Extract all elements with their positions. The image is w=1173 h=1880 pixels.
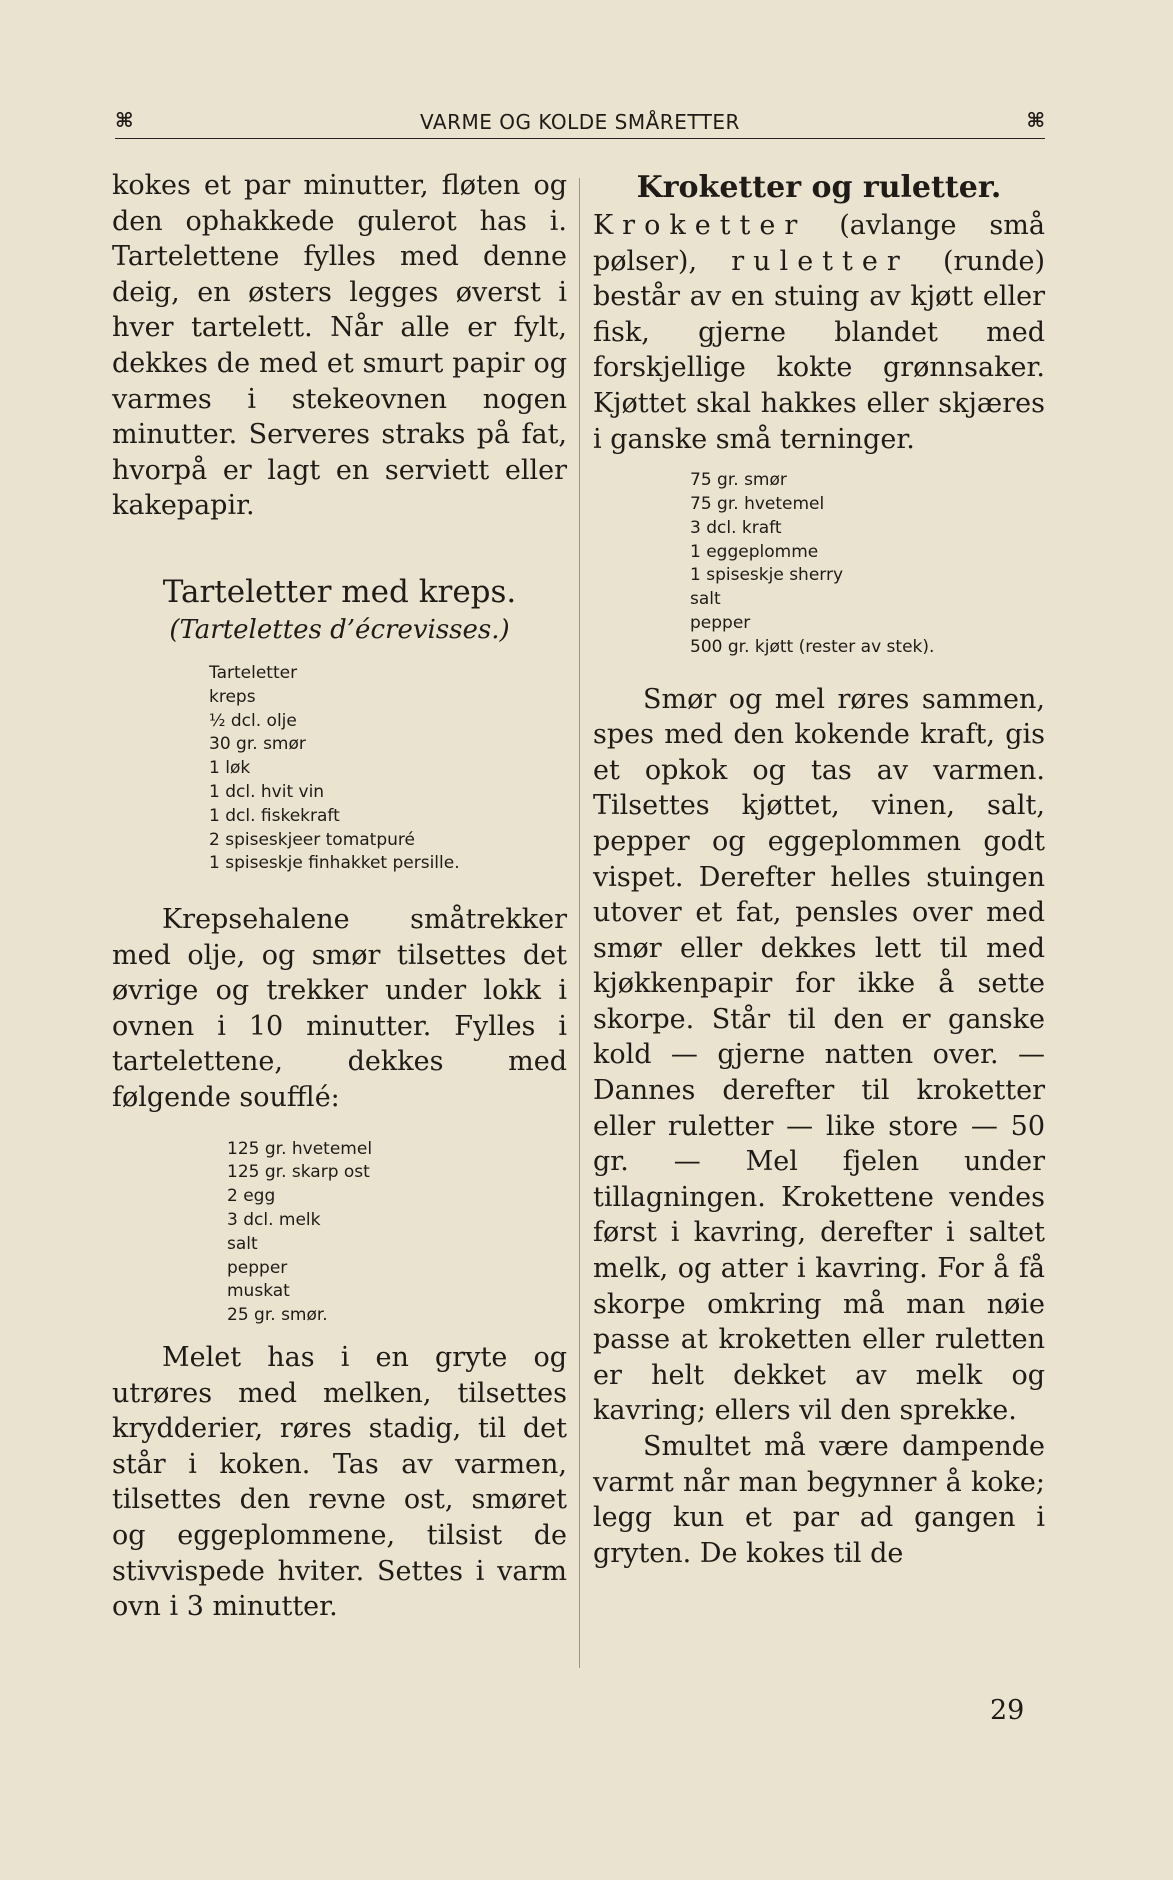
ingredient-item: 125 gr. skarp ost bbox=[227, 1162, 370, 1183]
intro-text: (avlange små pølser), bbox=[593, 210, 1045, 277]
term-kroketter: Kroketter bbox=[593, 210, 807, 241]
header-ornament-right: ⌘ bbox=[1026, 108, 1045, 132]
section-title: Kroketter og ruletter. bbox=[636, 170, 1002, 205]
method-paragraph: Smultet må være dampende varmt når man begynner å koke; legg kun et par ad gangen i gryten. De kokes til de bbox=[593, 1431, 1045, 1569]
ingredient-item: salt bbox=[227, 1233, 258, 1254]
ingredient-item: 1 eggeplomme bbox=[690, 541, 819, 562]
method-paragraph: Smør og mel røres sammen, spes med den kokende kraft, gis et opkok og tas av varmen. Tilsettes kjøttet, vinen, salt, pepper og eggeplommen godt vispet. Derefter helles stuingen utover et fat, pensles over med smør eller dekkes lett til med kjøkkenpapir for ikke å sette skorpe. Står til den er ganske kold — gjerne natten over. — Dannes derefter til kroketter eller ruletter — like store — 50 gr. — Mel fjelen under tillagningen. Krokettene vendes først i kavring, derefter i saltet melk, og atter i kavring. For å få skorpe omkring må man nøie passe at kroketten eller ruletten er helt dekket av melk og kavring; ellers vil den sprekke. bbox=[593, 683, 1045, 1427]
ingredient-item: 2 spiseskjeer tomatpuré bbox=[209, 829, 415, 850]
method-paragraph: Melet has i en gryte og utrøres med melken, tilsettes krydderier, røres stadig, til det står i koken. Tas av varmen, tilsettes den revne ost, smøret og eggeplommene, tilsist de stivvispede hviter. Settes i varm ovn i 3 minutter. bbox=[112, 1342, 567, 1623]
intro-paragraph bbox=[593, 208, 1045, 457]
right-column bbox=[593, 168, 1045, 1571]
term-ruletter: ruletter bbox=[731, 245, 909, 277]
ingredient-item: pepper bbox=[227, 1257, 288, 1278]
ingredient-item: 3 dcl. melk bbox=[227, 1210, 321, 1231]
ingredient-list bbox=[690, 469, 1045, 659]
column-divider bbox=[579, 178, 580, 1668]
recipe-title: Tarteletter med kreps. bbox=[162, 573, 517, 610]
souffle-ingredient-list bbox=[227, 1138, 567, 1328]
running-header bbox=[115, 104, 1045, 139]
ingredient-item: 125 gr. hvetemel bbox=[227, 1138, 373, 1159]
ingredient-item: 30 gr. smør bbox=[209, 734, 306, 755]
intro-paragraph: kokes et par minutter, fløten og den ophakkede gulerot has i. Tartelettene fylles med denne deig, en østers legges øverst i hver tartelett. Når alle er fylt, dekkes de med et smurt papir og varmes i stekeovnen nogen minutter. Serveres straks på fat, hvorpå er lagt en serviett eller kakepapir. bbox=[112, 170, 567, 522]
ingredient-item: 1 spiseskje sherry bbox=[690, 565, 844, 586]
recipe-subtitle: (Tartelettes d’écrevisses.) bbox=[169, 614, 510, 645]
ingredient-list bbox=[209, 662, 567, 876]
ingredient-item: 2 egg bbox=[227, 1186, 276, 1207]
ingredient-item: 25 gr. smør. bbox=[227, 1305, 328, 1326]
ingredient-item: ½ dcl. olje bbox=[209, 710, 297, 731]
header-title: VARME OG KOLDE SMÅRETTER bbox=[420, 110, 740, 134]
ingredient-item: Tarteletter bbox=[209, 662, 298, 683]
ingredient-item: muskat bbox=[227, 1281, 290, 1302]
ingredient-item: 75 gr. hvetemel bbox=[690, 493, 825, 514]
ingredient-item: 1 løk bbox=[209, 758, 251, 779]
page-number: 29 bbox=[990, 1695, 1025, 1726]
ingredient-item: 75 gr. smør bbox=[690, 470, 787, 491]
ingredient-item: 1 spiseskje finhakket persille. bbox=[209, 853, 460, 874]
ingredient-item: pepper bbox=[690, 612, 751, 633]
ingredient-item: salt bbox=[690, 589, 721, 610]
ingredient-item: 1 dcl. hvit vin bbox=[209, 781, 325, 802]
ingredient-item: 3 dcl. kraft bbox=[690, 517, 782, 538]
method-paragraph: Krepsehalene småtrekker med olje, og smør tilsettes det øvrige og trekker under lokk i ovnen i 10 minutter. Fylles i tartelettene, dekkes med følgende soufflé: bbox=[112, 904, 567, 1114]
ingredient-item: kreps bbox=[209, 686, 256, 707]
header-ornament-left: ⌘ bbox=[115, 108, 134, 132]
intro-text: (runde) består av en stuing av kjøtt eller fisk, gjerne blandet med forskjellige kokte grønnsaker. Kjøttet skal hakkes eller skjæres i ganske små terninger. bbox=[593, 245, 1045, 455]
ingredient-item: 1 dcl. fiskekraft bbox=[209, 805, 340, 826]
ingredient-item: 500 gr. kjøtt (rester av stek). bbox=[690, 636, 935, 657]
left-column bbox=[112, 168, 567, 1625]
